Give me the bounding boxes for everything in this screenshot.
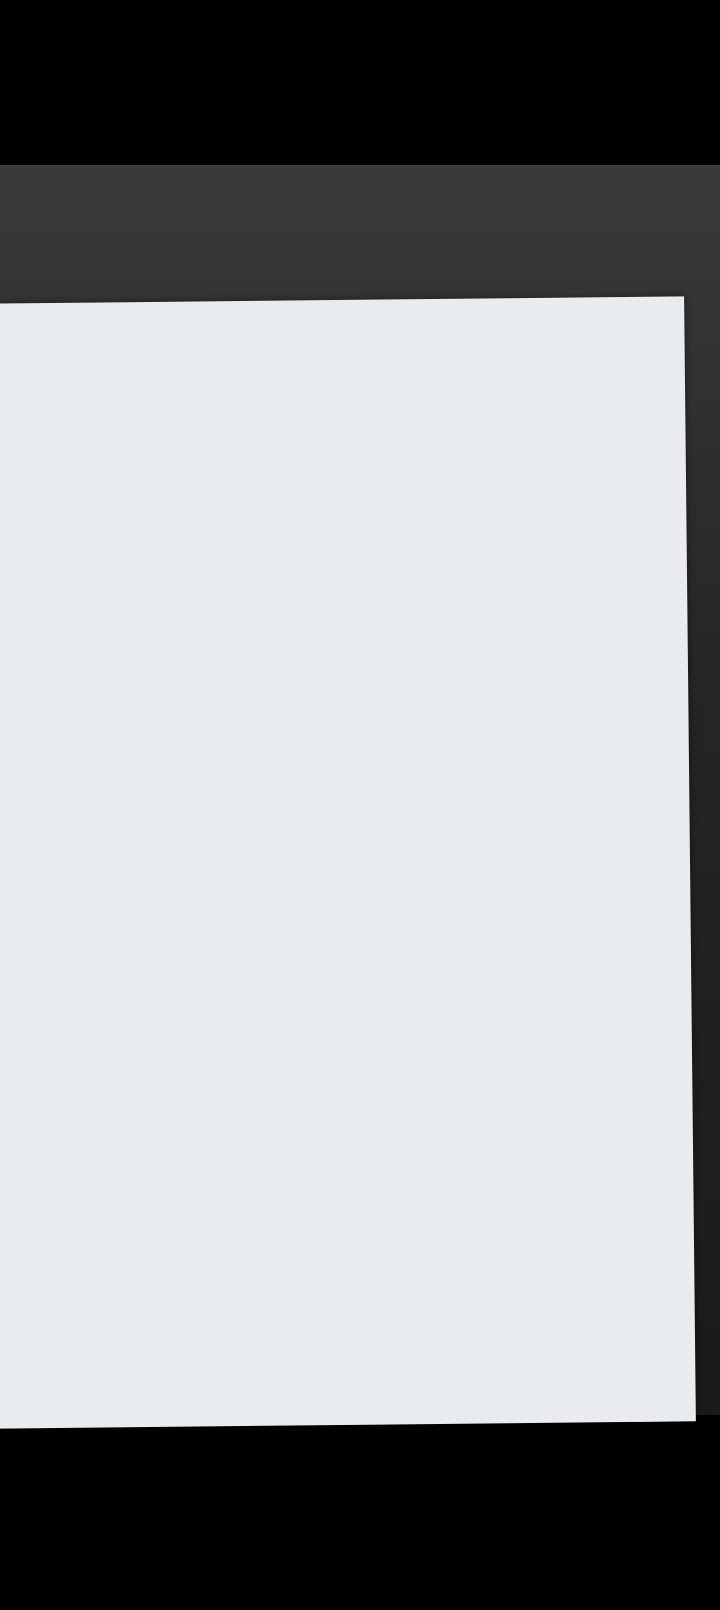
top-black-band [0, 0, 720, 165]
document-paper [0, 296, 696, 1428]
